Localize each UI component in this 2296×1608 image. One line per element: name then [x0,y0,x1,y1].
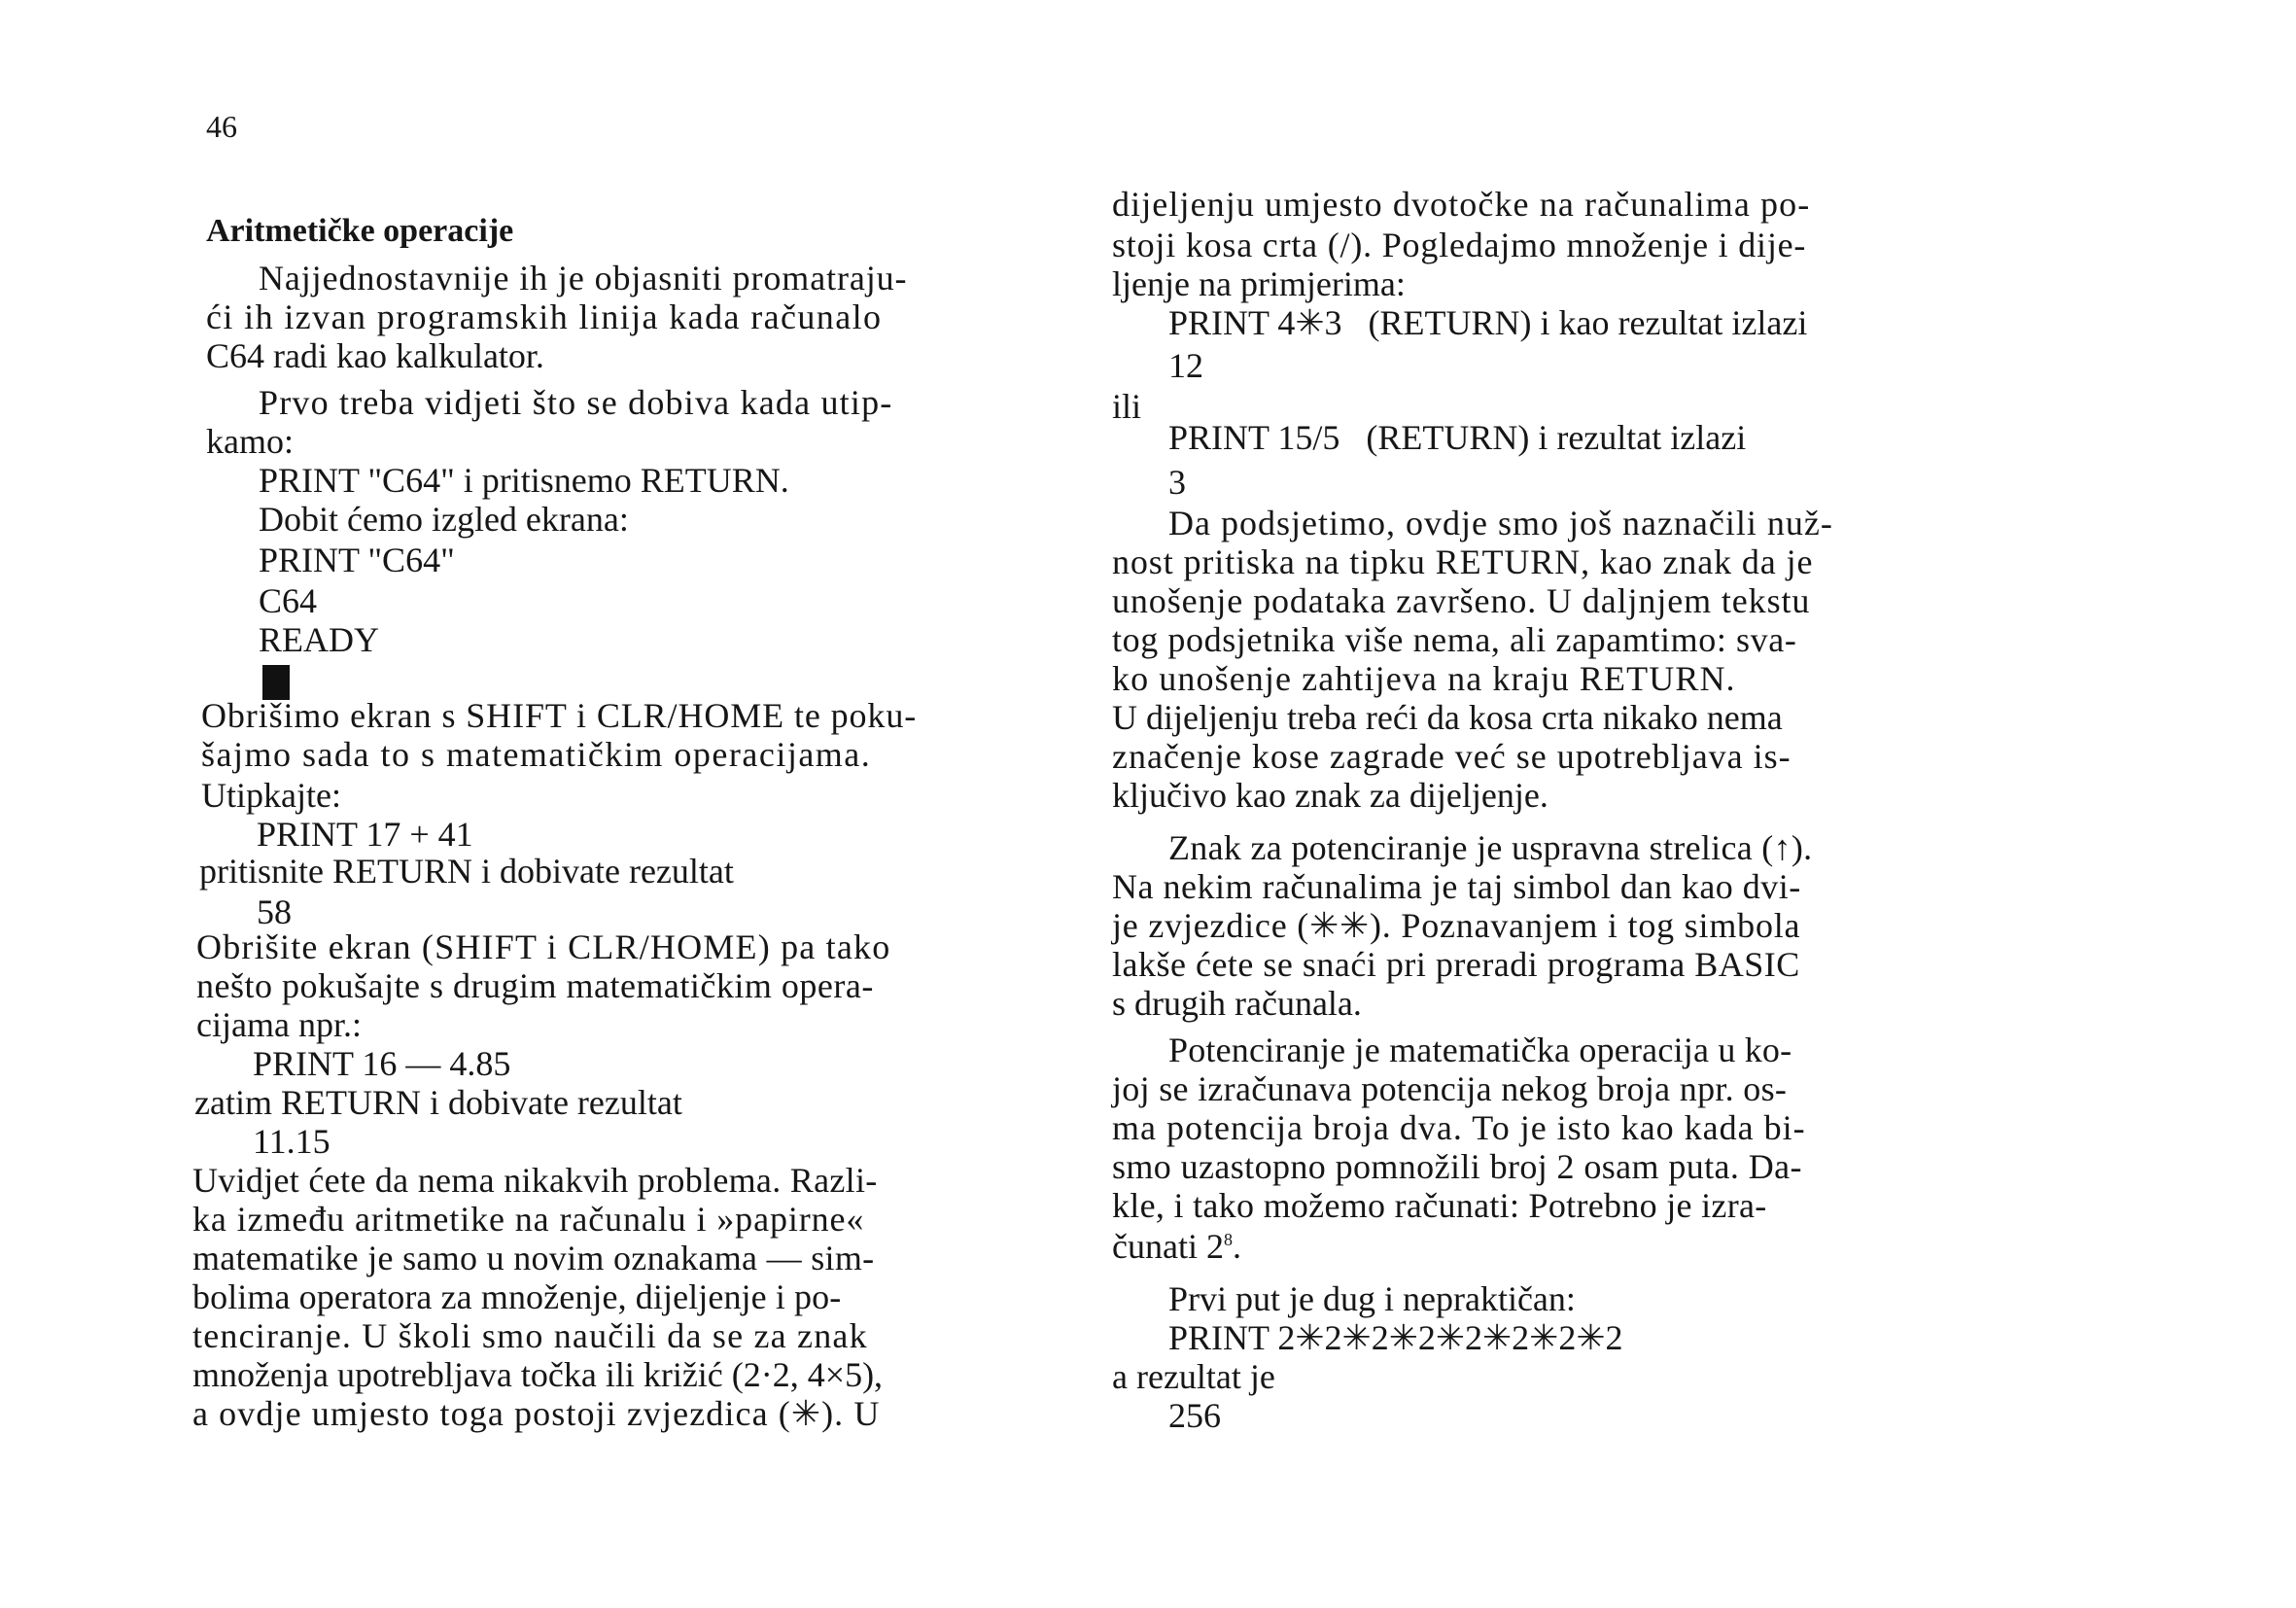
paragraph-line: nost pritiska na tipku RETURN, kao znak da je [1112,542,1814,581]
paragraph-line: unošenje podataka završeno. U daljnjem tekstu [1112,581,1811,620]
paragraph-line: tenciranje. U školi smo naučili da se za znak [192,1316,868,1355]
paragraph-line: Uvidjet ćete da nema nikakvih problema. Razli- [192,1161,878,1200]
paragraph-line: zatim RETURN i dobivate rezultat [194,1083,682,1122]
paragraph-line: stoji kosa crta (/). Pogledajmo množenje i dije- [1112,226,1807,264]
code-line: PRINT 2✳2✳2✳2✳2✳2✳2✳2 [1168,1318,1623,1357]
code-line: 11.15 [253,1122,330,1161]
paragraph-line: pritisnite RETURN i dobivate rezultat [199,852,734,891]
paragraph-line: kle, i tako možemo računati: Potrebno je izra- [1112,1186,1767,1225]
paragraph-line: joj se izračunava potencija nekog broja npr. os- [1112,1069,1788,1108]
paragraph-line: dijeljenju umjesto dvotočke na računalima po- [1112,185,1811,224]
section-heading: Aritmetičke operacije [206,213,514,249]
paragraph-line: C64 radi kao kalkulator. [206,336,544,375]
paragraph-line: bolima operatora za množenje, dijeljenje i po- [192,1277,842,1316]
paragraph-line: ko unošenje zahtijeva na kraju RETURN. [1112,659,1736,698]
paragraph-line [1112,1227,1241,1266]
code-line: 256 [1168,1396,1221,1435]
paragraph-line: Najjednostavnije ih je objasniti promatraju- [259,259,908,297]
paragraph-line: Znak za potenciranje je uspravna strelica (↑). [1168,828,1813,867]
paragraph-line: Prvo treba vidjeti što se dobiva kada utip- [259,383,893,422]
paragraph-line: šajmo sada to s matematičkim operacijama. [201,735,872,774]
code-line: 12 [1168,346,1203,385]
paragraph-line: množenja upotrebljava točka ili križić (2·2, 4×5), [192,1355,884,1394]
code-line: PRINT "C64" i pritisnemo RETURN. [259,461,789,500]
paragraph-line: Prvi put je dug i nepraktičan: [1168,1279,1576,1318]
paragraph-line: tog podsjetnika više nema, ali zapamtimo: sva- [1112,620,1797,659]
paragraph-line: ili [1112,387,1142,426]
paragraph-line: ka između aritmetike na računalu i »papirne« [192,1200,865,1239]
power-exponent: 8 [1223,1230,1233,1249]
code-line: PRINT 17 + 41 [257,815,473,854]
power-expression-base: čunati 2 [1112,1227,1224,1266]
paragraph-line: ključivo kao znak za dijeljenje. [1112,776,1548,815]
paragraph-line: značenje kose zagrade već se upotrebljava is- [1112,737,1792,776]
sentence-end: . [1232,1227,1241,1266]
paragraph-line: lakše ćete se snaći pri preradi programa BASIC [1112,945,1800,984]
paragraph-line: Potenciranje je matematička operacija u ko- [1168,1031,1792,1069]
code-line: PRINT 4✳3 (RETURN) i kao rezultat izlazi [1168,303,1808,342]
paragraph-line: ljenje na primjerima: [1112,264,1406,303]
code-line: PRINT 16 — 4.85 [253,1044,511,1083]
paragraph-line: s drugih računala. [1112,984,1362,1023]
paragraph-line: Obrišimo ekran s SHIFT i CLR/HOME te poku- [201,696,918,735]
page-number: 46 [206,109,237,144]
paragraph-line: je zvjezdice (✳✳). Poznavanjem i tog simbola [1112,906,1801,945]
code-line: PRINT 15/5 (RETURN) i rezultat izlazi [1168,418,1747,457]
code-line: 58 [257,892,292,931]
paragraph-line: smo uzastopno pomnožili broj 2 osam puta. Da- [1112,1147,1802,1186]
paragraph-line: Da podsjetimo, ovdje smo još naznačili nuž- [1168,504,1833,542]
code-line: PRINT "C64" [259,541,455,579]
paragraph-line: nešto pokušajte s drugim matematičkim opera- [196,966,874,1005]
paragraph-line: ći ih izvan programskih linija kada računalo [206,297,883,336]
paragraph-line: matematike je samo u novim oznakama — sim- [192,1239,875,1277]
paragraph-line: kamo: [206,422,294,461]
code-line: C64 [259,581,318,620]
paragraph-line: a ovdje umjesto toga postoji zvjezdica (✳). U [192,1394,881,1433]
paragraph-line: cijama npr.: [196,1005,362,1044]
code-line: READY [259,620,379,659]
paragraph-line: Na nekim računalima je taj simbol dan kao dvi- [1112,867,1801,906]
paragraph-line: Utipkajte: [201,776,341,815]
code-line: 3 [1168,463,1186,502]
paragraph-line: Obrišite ekran (SHIFT i CLR/HOME) pa tako [196,927,891,966]
paragraph-line: Dobit ćemo izgled ekrana: [259,500,629,539]
paragraph-line: a rezultat je [1112,1357,1275,1396]
paragraph-line: ma potencija broja dva. To je isto kao kada bi- [1112,1108,1806,1147]
paragraph-line: U dijeljenju treba reći da kosa crta nikako nema [1112,698,1783,737]
